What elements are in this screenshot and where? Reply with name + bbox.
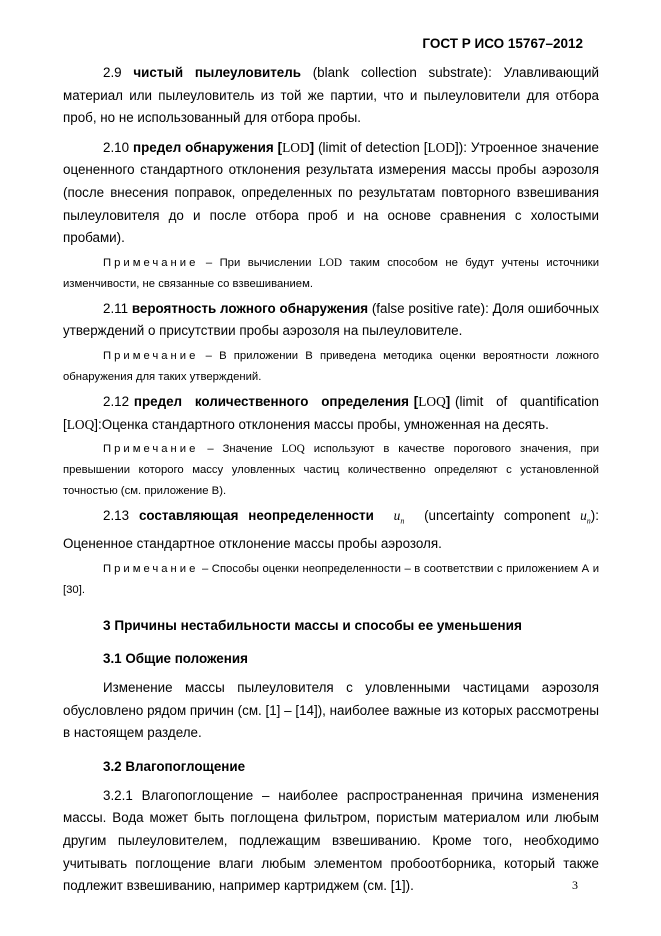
abbreviation-repeat: LOD bbox=[427, 139, 456, 155]
abbreviation: LOQ bbox=[418, 393, 446, 409]
note-label: Примечание bbox=[103, 562, 199, 575]
subsection-3-2-text: 3.2.1 Влагопоглощение – наиболее распространенная причина изменения массы. Вода может быть поглощена фильтром, пористым материалом или любым другим пылеуловителем, подлежащим взвешиванию. Кроме того, необходимо учитывать поглощение влаги любым элементом пробоотборника, который также подлежит взвешиванию, например картриджем (см. [1]). bbox=[63, 787, 599, 894]
definition-2-12: 2.12 предел количественного определения [LOQ] (limit of quantification [LOQ]:Оценка стандартного отклонения массы пробы, умноженная на десять. bbox=[63, 393, 599, 432]
term: чистый пылеуловитель bbox=[133, 65, 301, 80]
definition-text: Утроенное значение оцененного стандартного отклонения результата измерения массы пробы аэрозоля (после внесения поправок, определенных по результатам повторного взвешивания пылеуловителя до и после отбора проб и на основе сравнения с холостыми пробами). bbox=[63, 139, 599, 246]
document-header: ГОСТ Р ИСО 15767–2012 bbox=[422, 36, 583, 51]
document-body bbox=[63, 62, 599, 898]
term: предел количественного определения bbox=[133, 393, 409, 409]
symbol: $u_n$ bbox=[393, 508, 405, 526]
section-3-title: 3 Причины нестабильности массы и способы ее уменьшения bbox=[103, 617, 522, 633]
note-4: Примечание – Способы оценки неопределенности – в соответствии с приложением А и [30]. bbox=[63, 562, 600, 596]
english-term: (limit of quantification bbox=[455, 393, 599, 409]
definition-2-10: 2.10 предел обнаружения [LOD] (limit of detection [LOD]): Утроенное значение оцененного стандартного отклонения результата измерения массы пробы аэрозоля (после внесения поправок, определенных по результатам повторного взвешивания пылеуловителя до и после отбора проб и на основе сравнения с холостыми пробами). bbox=[63, 139, 599, 246]
definition-text: ): Оцененное стандартное отклонение массы пробы аэрозоля. bbox=[63, 508, 599, 552]
definition-2-11 bbox=[63, 298, 599, 343]
definition-text: Улавливающий материал или пылеуловитель из той же партии, что и пылеуловители для отбора проб, но не использованный для отбора пробы. bbox=[63, 65, 599, 126]
definition-2-9 bbox=[63, 62, 599, 130]
term: вероятность ложного обнаружения bbox=[131, 300, 369, 316]
note-label: Примечание bbox=[103, 349, 199, 362]
subsection-3-1-text: Изменение массы пылеуловителя с уловленными частицами аэрозоля обусловлено рядом причин (см. [1] – [14]), наиболее важные из которых рассмотрены в настоящем разделе. bbox=[63, 679, 599, 741]
english-term: (limit of detection bbox=[318, 139, 420, 155]
note-label: Примечание bbox=[103, 443, 199, 456]
clause-number: 2.12 bbox=[103, 393, 130, 409]
clause-number: 2.13 bbox=[103, 508, 130, 524]
subsection-3-1-title: 3.1 Общие положения bbox=[103, 650, 248, 666]
term: предел обнаружения bbox=[133, 139, 274, 155]
page-number: 3 bbox=[572, 878, 578, 892]
note-3: Примечание – Значение LOQ используют в качестве порогового значения, при превышении которого массу уловленных частиц количественно определяют с установленной точностью (см. приложение В). bbox=[63, 443, 600, 498]
subsection-3-2-title: 3.2 Влагопоглощение bbox=[103, 758, 246, 774]
abbreviation: LOQ bbox=[281, 443, 305, 456]
note-1: Примечание – При вычислении LOD таким способом не будут учтены источники изменчивости, не связанные со взвешиванием. bbox=[63, 256, 600, 290]
english-term: (blank collection substrate): bbox=[312, 65, 492, 80]
english-term: (uncertainty component bbox=[424, 508, 571, 524]
clause-number: 2.11 bbox=[103, 300, 129, 316]
clause-number: 2.9 bbox=[103, 65, 122, 80]
clause-number: 2.10 bbox=[103, 139, 130, 155]
term: составляющая неопределенности bbox=[138, 508, 374, 524]
definition-text: :Оценка стандартного отклонения массы пробы, умноженная на десять. bbox=[98, 416, 549, 432]
symbol-repeat: $u_n$ bbox=[580, 508, 591, 526]
abbreviation: LOD bbox=[282, 139, 310, 155]
definition-2-13 bbox=[63, 505, 599, 556]
note-label: Примечание bbox=[103, 256, 199, 269]
definition-text: Доля ошибочных утверждений о присутствии пробы аэрозоля на пылеуловителе. bbox=[63, 300, 600, 339]
abbreviation: LOD bbox=[318, 256, 343, 269]
note-2: Примечание – В приложении В приведена методика оценки вероятности ложного обнаружения для таких утверждений. bbox=[63, 349, 600, 383]
abbreviation-repeat: LOQ bbox=[66, 416, 95, 432]
english-term: (false positive rate): bbox=[371, 300, 489, 316]
